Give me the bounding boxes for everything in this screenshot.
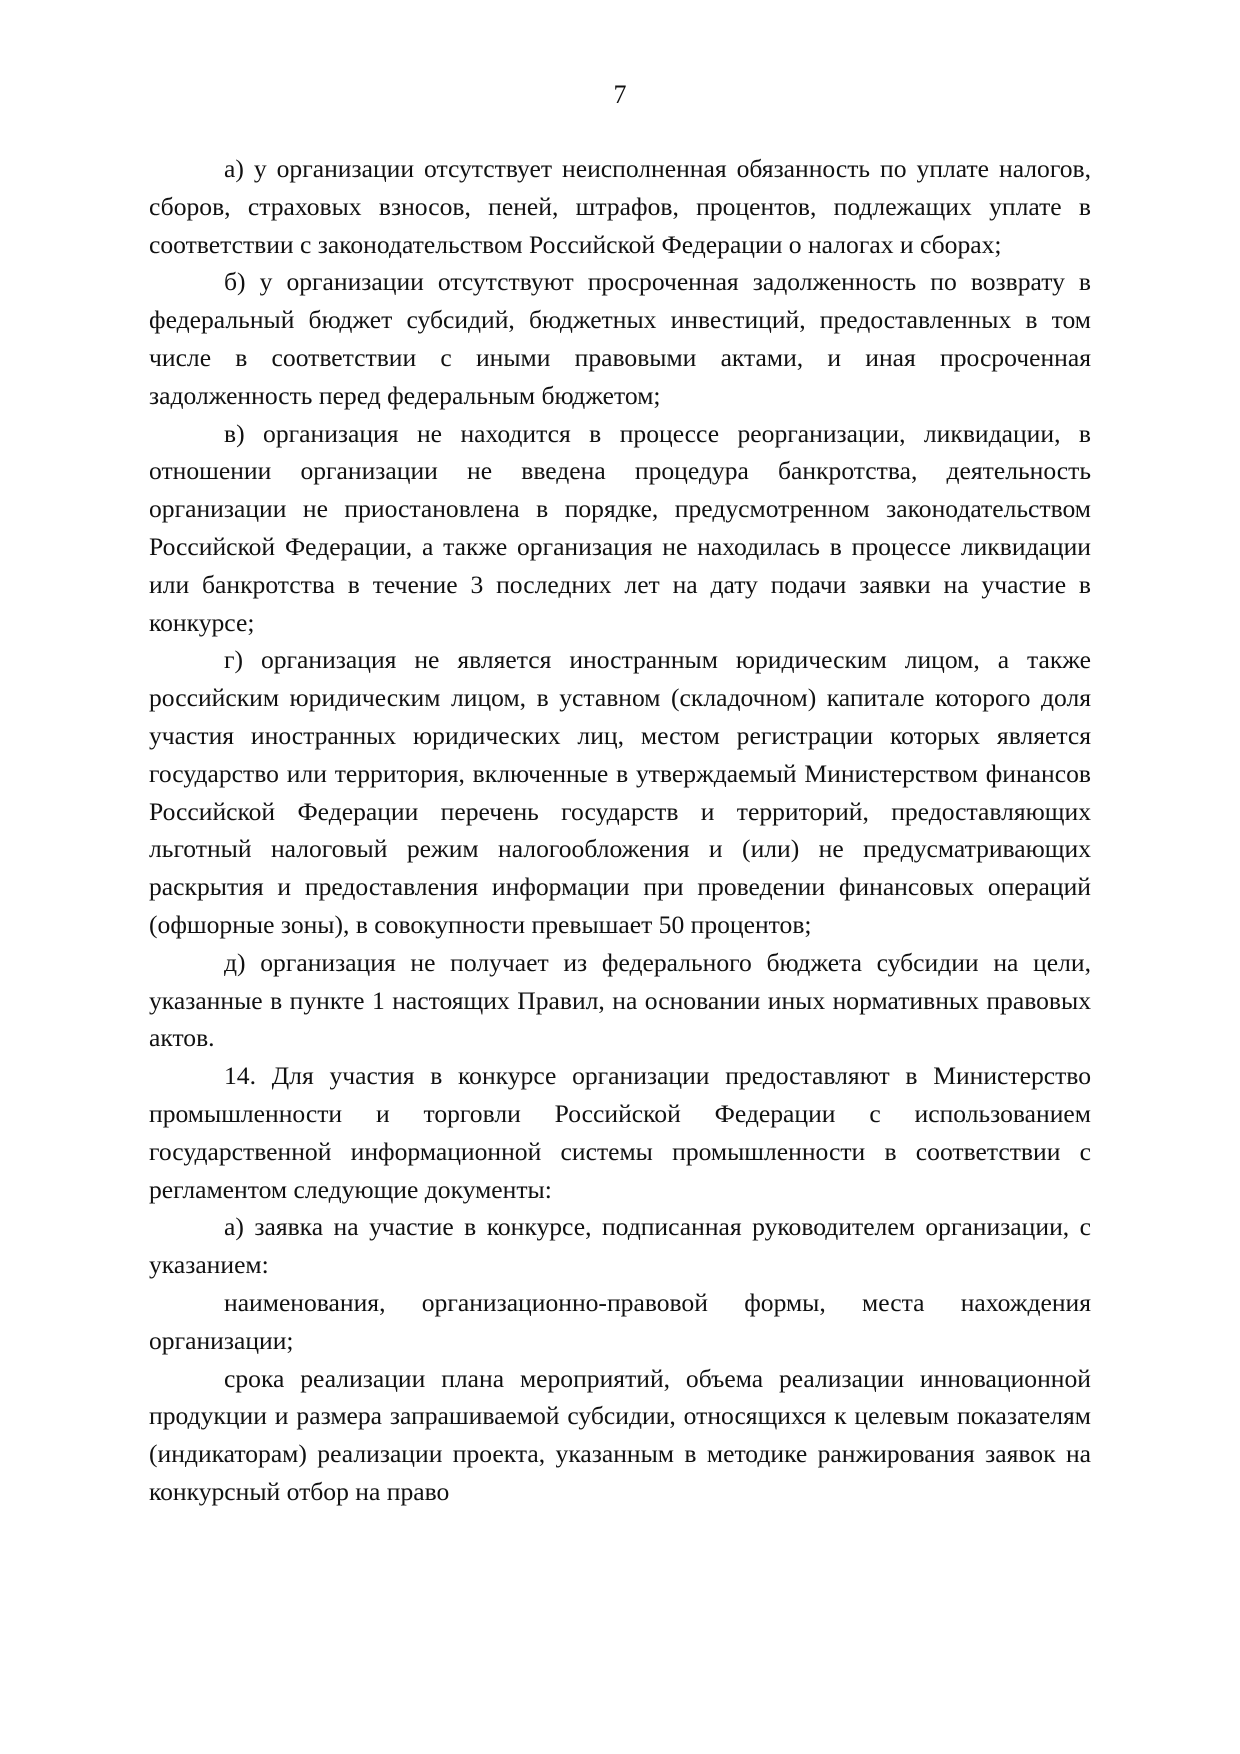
paragraph-13a-tax-obligations: а) у организации отсутствует неисполненная обязанность по уплате налогов, сборов, страховых взносов, пеней, штрафов, процентов, подлежащих уплате в соответствии с законодательством Российской Федерации о налогах и сборах; [149,154,1091,259]
paragraph-14a-application: а) заявка на участие в конкурсе, подписанная руководителем организации, с указанием: [149,1212,1091,1280]
paragraph-13v-reorganization: в) организация не находится в процессе реорганизации, ликвидации, в отношении организации не введена процедура банкротства, деятельность организации не приостановлена в порядке, предусмотренном законодательством Российской Федерации, а также организация не находилась в процессе ликвидации или банкротства в течение 3 последних лет на дату подачи заявки на участие в конкурсе; [149,418,1091,637]
document-body [149,150,1091,1511]
paragraph-13b-overdue-debt: б) у организации отсутствуют просроченная задолженность по возврату в федеральный бюджет субсидий, бюджетных инвестиций, предоставленных в том числе в соответствии с иными правовыми актами, и иная просроченная задолженность перед федеральным бюджетом; [149,267,1091,410]
paragraph-14-documents: 14. Для участия в конкурсе организации предоставляют в Министерство промышленности и торговли Российской Федерации с использованием государственной информационной системы промышленности в соответствии с регламентом следующие документы: [149,1061,1091,1204]
paragraph-organization-name: наименования, организационно-правовой формы, места нахождения организации; [149,1287,1091,1355]
paragraph-13g-foreign-entity: г) организация не является иностранным юридическим лицом, а также российским юридическим лицом, в уставном (складочном) капитале которого доля участия иностранных юридических лиц, местом регистрации которых является государство или территория, включенные в утверждаемый Министерством финансов Российской Федерации перечень государств и территорий, предоставляющих льготный налоговый режим налогообложения и (или) не предусматривающих раскрытия и предоставления информации при проведении финансовых операций (офшорные зоны), в совокупности превышает 50 процентов; [149,645,1091,939]
paragraph-implementation-term: срока реализации плана мероприятий, объема реализации инновационной продукции и размера запрашиваемой субсидии, относящихся к целевым показателям (индикаторам) реализации проекта, указанным в методике ранжирования заявок на конкурсный отбор на право [149,1363,1091,1506]
paragraph-13d-other-subsidies: д) организация не получает из федерального бюджета субсидии на цели, указанные в пункте 1 настоящих Правил, на основании иных нормативных правовых актов. [149,947,1091,1053]
page-number: 7 [613,80,627,109]
